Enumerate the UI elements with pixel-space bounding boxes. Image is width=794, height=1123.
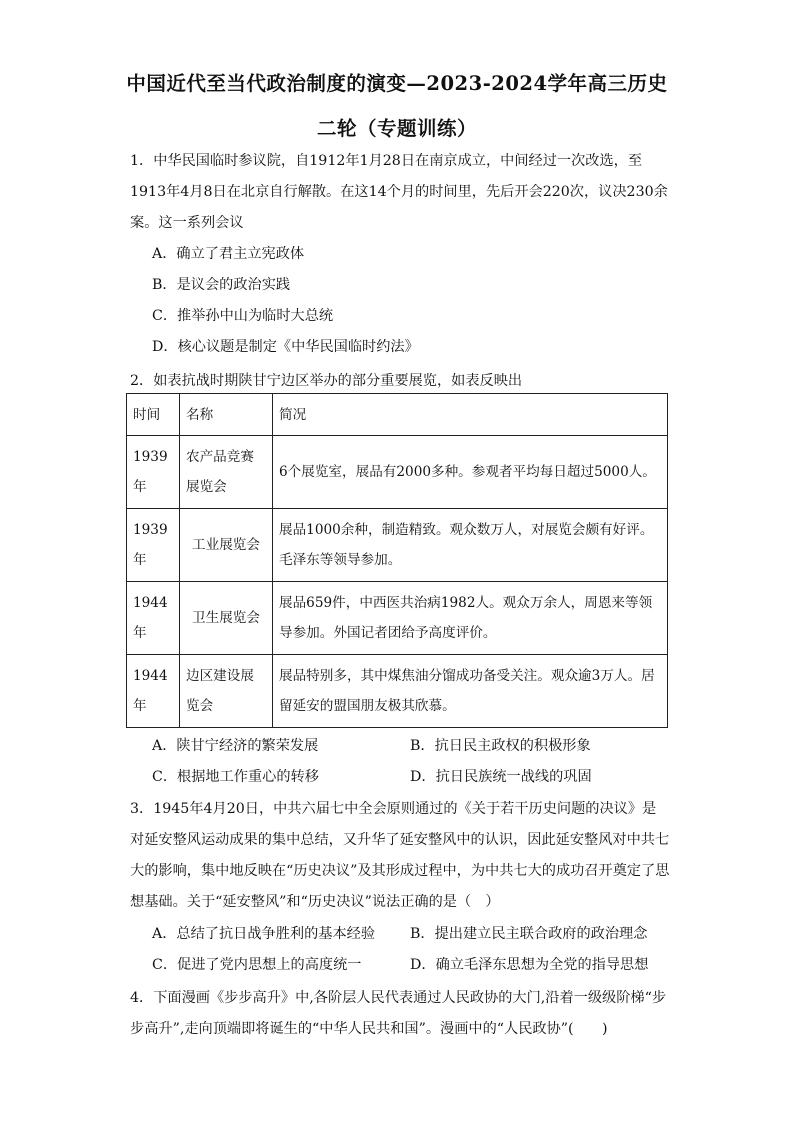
q1-option-c: C．推举孙中山为临时大总统 [152, 308, 334, 324]
document-title-line-1: 中国近代至当代政治制度的演变—2023-2024学年高三历史 [126, 72, 668, 95]
table-cell-year: 1944年 [127, 655, 180, 728]
q2-option-c: C．根据地工作重心的转移 [152, 769, 319, 785]
q3-stem: 3．1945年4月20日，中共六届七中全会原则通过的《关于若干历史问题的决议》是对延安整风运动成果的集中总结，又升华了延安整风中的认识，因此延安整风对中共七大的影响，集中地反映在“历史决议”及其形成过程中，为中共七大的成功召开奠定了思想基础。关于“延安整风”和“历史决议”说法正确的是（ ） [130, 801, 670, 910]
exhibition-table [126, 393, 668, 728]
q3-option-c: C．促进了党内思想上的高度统一 [152, 957, 362, 973]
table-row [127, 655, 668, 728]
table-row [127, 509, 668, 582]
table-row [127, 436, 668, 509]
table-cell-name: 工业展览会 [180, 509, 273, 582]
table-cell-desc: 展品1000余种，制造精致。观众数万人，对展览会颇有好评。毛泽东等领导参加。 [273, 509, 668, 582]
table-cell-year: 1939年 [127, 436, 180, 509]
table-cell-name: 边区建设展览会 [180, 655, 273, 728]
table-header-desc: 简况 [273, 394, 668, 436]
table-cell-name: 农产品竞赛展览会 [180, 436, 273, 509]
table-header-time: 时间 [127, 394, 180, 436]
q1-option-b: B．是议会的政治实践 [152, 277, 291, 293]
table-cell-desc: 6个展览室，展品有2000多种。参观者平均每日超过5000人。 [273, 436, 668, 509]
document-title-line-2: 二轮（专题训练） [316, 117, 477, 140]
q3-option-d: D．确立毛泽东思想为全党的指导思想 [410, 957, 649, 973]
q2-option-a: A．陕甘宁经济的繁荣发展 [152, 738, 319, 754]
table-cell-year: 1944年 [127, 582, 180, 655]
table-cell-desc: 展品特别多，其中煤焦油分馏成功备受关注。观众逾3万人。居留延安的盟国朋友极其欣慕。 [273, 655, 668, 728]
q4-stem: 4．下面漫画《步步高升》中,各阶层人民代表通过人民政协的大门,沿着一级级阶梯“步步高升”,走向顶端即将诞生的“中华人民共和国”。漫画中的“人民政协”( ) [130, 990, 667, 1037]
table-header-name: 名称 [180, 394, 273, 436]
table-cell-year: 1939年 [127, 509, 180, 582]
table-row [127, 582, 668, 655]
q3-option-a: A．总结了抗日战争胜利的基本经验 [152, 926, 376, 942]
q1-option-d: D．核心议题是制定《中华民国临时约法》 [152, 339, 419, 355]
q1-stem: 1．中华民国临时参议院，自1912年1月28日在南京成立，中间经过一次改选，至1913年4月8日在北京自行解散。在这14个月的时间里，先后开会220次，议决230余案。这一系列会议 [130, 153, 668, 231]
q1-option-a: A．确立了君主立宪政体 [152, 246, 305, 262]
q3-option-b: B．提出建立民主联合政府的政治理念 [410, 926, 648, 942]
table-cell-name: 卫生展览会 [180, 582, 273, 655]
table-header-row [127, 394, 668, 436]
table-cell-desc: 展品659件，中西医共治病1982人。观众万余人，周恩来等领导参加。外国记者团给予高度评价。 [273, 582, 668, 655]
q2-stem: 2．如表抗战时期陕甘宁边区举办的部分重要展览，如表反映出 [130, 373, 523, 389]
q2-option-b: B．抗日民主政权的积极形象 [410, 738, 591, 754]
q2-option-d: D．抗日民族统一战线的巩固 [410, 769, 592, 785]
